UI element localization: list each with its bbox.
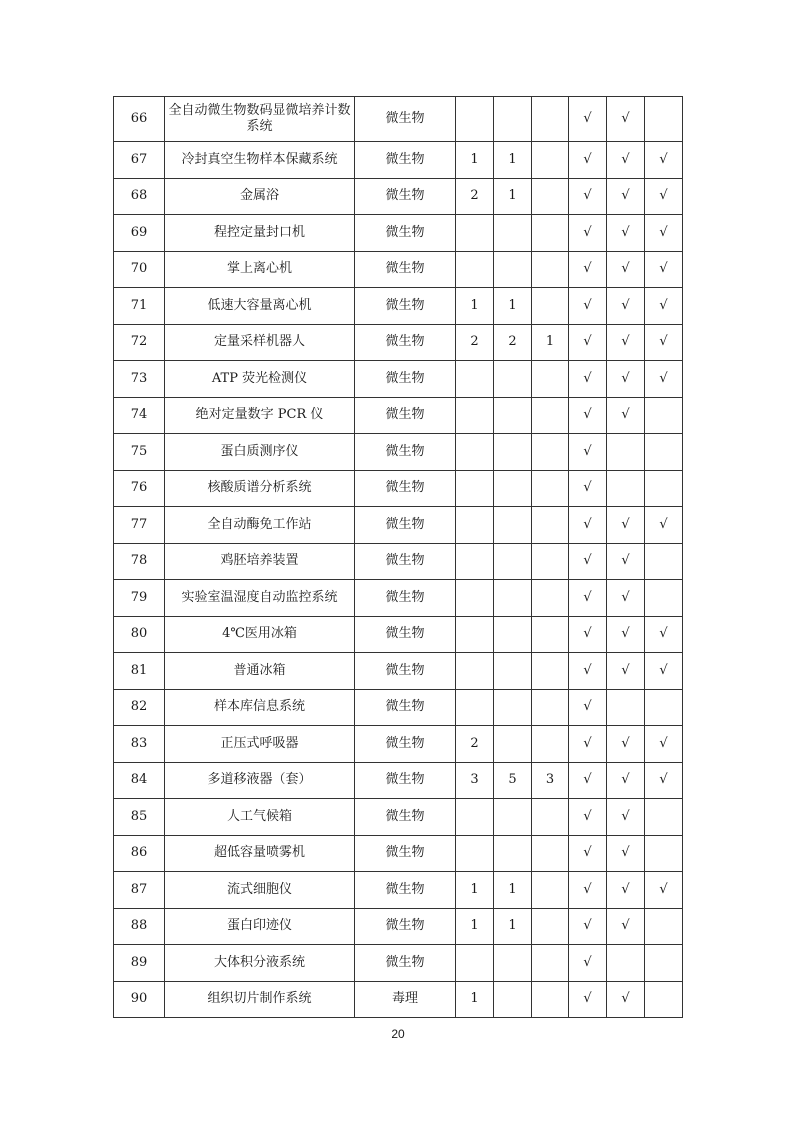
quantity-2 bbox=[494, 653, 532, 690]
category: 微生物 bbox=[355, 616, 456, 653]
quantity-1 bbox=[456, 653, 494, 690]
category: 微生物 bbox=[355, 142, 456, 179]
check-mark-1: √ bbox=[569, 762, 607, 799]
quantity-3 bbox=[532, 689, 569, 726]
quantity-3 bbox=[532, 434, 569, 471]
check-mark-1: √ bbox=[569, 689, 607, 726]
quantity-3 bbox=[532, 142, 569, 179]
row-number: 78 bbox=[114, 543, 165, 580]
row-number: 72 bbox=[114, 324, 165, 361]
equipment-name: 程控定量封口机 bbox=[165, 215, 355, 252]
check-mark-1: √ bbox=[569, 507, 607, 544]
equipment-name: 冷封真空生物样本保藏系统 bbox=[165, 142, 355, 179]
check-mark-3: √ bbox=[645, 251, 683, 288]
quantity-3 bbox=[532, 616, 569, 653]
check-mark-1: √ bbox=[569, 178, 607, 215]
quantity-1: 2 bbox=[456, 324, 494, 361]
quantity-1 bbox=[456, 397, 494, 434]
check-mark-1: √ bbox=[569, 653, 607, 690]
table-row bbox=[114, 580, 683, 617]
category: 微生物 bbox=[355, 507, 456, 544]
equipment-name: 4℃医用冰箱 bbox=[165, 616, 355, 653]
check-mark-3 bbox=[645, 97, 683, 142]
table-row bbox=[114, 945, 683, 982]
equipment-name: 多道移液器（套） bbox=[165, 762, 355, 799]
table-row bbox=[114, 835, 683, 872]
table-row bbox=[114, 142, 683, 179]
quantity-1 bbox=[456, 616, 494, 653]
category: 微生物 bbox=[355, 470, 456, 507]
quantity-2: 1 bbox=[494, 872, 532, 909]
check-mark-1: √ bbox=[569, 397, 607, 434]
category: 微生物 bbox=[355, 689, 456, 726]
quantity-2 bbox=[494, 434, 532, 471]
table-row bbox=[114, 653, 683, 690]
quantity-2 bbox=[494, 397, 532, 434]
row-number: 77 bbox=[114, 507, 165, 544]
row-number: 86 bbox=[114, 835, 165, 872]
row-number: 74 bbox=[114, 397, 165, 434]
category: 微生物 bbox=[355, 178, 456, 215]
row-number: 76 bbox=[114, 470, 165, 507]
check-mark-3: √ bbox=[645, 178, 683, 215]
check-mark-3: √ bbox=[645, 324, 683, 361]
equipment-name: 人工气候箱 bbox=[165, 799, 355, 836]
row-number: 73 bbox=[114, 361, 165, 398]
table-row bbox=[114, 215, 683, 252]
quantity-1: 1 bbox=[456, 908, 494, 945]
row-number: 67 bbox=[114, 142, 165, 179]
quantity-2: 1 bbox=[494, 142, 532, 179]
quantity-2: 5 bbox=[494, 762, 532, 799]
row-number: 68 bbox=[114, 178, 165, 215]
check-mark-2: √ bbox=[607, 835, 645, 872]
quantity-1: 2 bbox=[456, 726, 494, 763]
table-row bbox=[114, 397, 683, 434]
check-mark-3 bbox=[645, 397, 683, 434]
row-number: 69 bbox=[114, 215, 165, 252]
quantity-2: 1 bbox=[494, 908, 532, 945]
equipment-name: 蛋白质测序仪 bbox=[165, 434, 355, 471]
check-mark-3 bbox=[645, 908, 683, 945]
quantity-1 bbox=[456, 361, 494, 398]
quantity-1 bbox=[456, 689, 494, 726]
quantity-3 bbox=[532, 215, 569, 252]
quantity-2 bbox=[494, 361, 532, 398]
quantity-2 bbox=[494, 689, 532, 726]
row-number: 90 bbox=[114, 981, 165, 1018]
check-mark-3 bbox=[645, 543, 683, 580]
check-mark-1: √ bbox=[569, 288, 607, 325]
table-row bbox=[114, 361, 683, 398]
check-mark-2: √ bbox=[607, 726, 645, 763]
check-mark-3: √ bbox=[645, 215, 683, 252]
check-mark-1: √ bbox=[569, 799, 607, 836]
check-mark-1: √ bbox=[569, 251, 607, 288]
equipment-name: 核酸质谱分析系统 bbox=[165, 470, 355, 507]
table-row bbox=[114, 324, 683, 361]
category: 微生物 bbox=[355, 324, 456, 361]
category: 微生物 bbox=[355, 434, 456, 471]
table-row bbox=[114, 726, 683, 763]
quantity-2 bbox=[494, 215, 532, 252]
quantity-1 bbox=[456, 97, 494, 142]
check-mark-3 bbox=[645, 580, 683, 617]
table-row bbox=[114, 908, 683, 945]
check-mark-1: √ bbox=[569, 945, 607, 982]
check-mark-3: √ bbox=[645, 616, 683, 653]
table-body bbox=[114, 97, 683, 1018]
check-mark-1: √ bbox=[569, 215, 607, 252]
check-mark-2 bbox=[607, 689, 645, 726]
quantity-3 bbox=[532, 97, 569, 142]
equipment-name: 鸡胚培养装置 bbox=[165, 543, 355, 580]
check-mark-3: √ bbox=[645, 288, 683, 325]
quantity-1: 1 bbox=[456, 288, 494, 325]
equipment-name: 蛋白印迹仪 bbox=[165, 908, 355, 945]
equipment-name: 实验室温湿度自动监控系统 bbox=[165, 580, 355, 617]
category: 微生物 bbox=[355, 835, 456, 872]
check-mark-2: √ bbox=[607, 653, 645, 690]
check-mark-2: √ bbox=[607, 616, 645, 653]
check-mark-2 bbox=[607, 434, 645, 471]
quantity-1 bbox=[456, 835, 494, 872]
check-mark-2: √ bbox=[607, 288, 645, 325]
row-number: 84 bbox=[114, 762, 165, 799]
quantity-3 bbox=[532, 872, 569, 909]
row-number: 79 bbox=[114, 580, 165, 617]
row-number: 87 bbox=[114, 872, 165, 909]
check-mark-2: √ bbox=[607, 142, 645, 179]
check-mark-3: √ bbox=[645, 361, 683, 398]
quantity-1 bbox=[456, 215, 494, 252]
quantity-1: 1 bbox=[456, 872, 494, 909]
check-mark-3 bbox=[645, 434, 683, 471]
check-mark-1: √ bbox=[569, 981, 607, 1018]
check-mark-1: √ bbox=[569, 872, 607, 909]
equipment-name: 样本库信息系统 bbox=[165, 689, 355, 726]
quantity-1 bbox=[456, 507, 494, 544]
category: 毒理 bbox=[355, 981, 456, 1018]
check-mark-3 bbox=[645, 470, 683, 507]
quantity-3 bbox=[532, 288, 569, 325]
check-mark-2: √ bbox=[607, 762, 645, 799]
category: 微生物 bbox=[355, 872, 456, 909]
table-row bbox=[114, 616, 683, 653]
row-number: 85 bbox=[114, 799, 165, 836]
check-mark-2: √ bbox=[607, 908, 645, 945]
table-row bbox=[114, 251, 683, 288]
table-row bbox=[114, 543, 683, 580]
row-number: 75 bbox=[114, 434, 165, 471]
check-mark-2 bbox=[607, 470, 645, 507]
equipment-table bbox=[113, 96, 683, 1018]
check-mark-2: √ bbox=[607, 580, 645, 617]
check-mark-1: √ bbox=[569, 434, 607, 471]
check-mark-3: √ bbox=[645, 142, 683, 179]
quantity-2 bbox=[494, 97, 532, 142]
row-number: 88 bbox=[114, 908, 165, 945]
table-row bbox=[114, 507, 683, 544]
equipment-name: 定量采样机器人 bbox=[165, 324, 355, 361]
quantity-1 bbox=[456, 945, 494, 982]
equipment-name: ATP 荧光检测仪 bbox=[165, 361, 355, 398]
category: 微生物 bbox=[355, 726, 456, 763]
quantity-2 bbox=[494, 580, 532, 617]
quantity-1: 2 bbox=[456, 178, 494, 215]
category: 微生物 bbox=[355, 653, 456, 690]
quantity-2 bbox=[494, 470, 532, 507]
quantity-2 bbox=[494, 799, 532, 836]
check-mark-2: √ bbox=[607, 178, 645, 215]
check-mark-2: √ bbox=[607, 215, 645, 252]
category: 微生物 bbox=[355, 361, 456, 398]
check-mark-1: √ bbox=[569, 616, 607, 653]
check-mark-3 bbox=[645, 945, 683, 982]
check-mark-2: √ bbox=[607, 397, 645, 434]
equipment-name: 绝对定量数字 PCR 仪 bbox=[165, 397, 355, 434]
category: 微生物 bbox=[355, 799, 456, 836]
equipment-name: 全自动微生物数码显微培养计数系统 bbox=[165, 97, 355, 142]
quantity-2 bbox=[494, 945, 532, 982]
quantity-3 bbox=[532, 945, 569, 982]
equipment-name: 低速大容量离心机 bbox=[165, 288, 355, 325]
check-mark-1: √ bbox=[569, 908, 607, 945]
quantity-2 bbox=[494, 981, 532, 1018]
quantity-3 bbox=[532, 908, 569, 945]
table-row bbox=[114, 470, 683, 507]
check-mark-3: √ bbox=[645, 507, 683, 544]
quantity-3: 1 bbox=[532, 324, 569, 361]
check-mark-3: √ bbox=[645, 726, 683, 763]
check-mark-3: √ bbox=[645, 872, 683, 909]
check-mark-1: √ bbox=[569, 543, 607, 580]
quantity-3 bbox=[532, 470, 569, 507]
quantity-2 bbox=[494, 543, 532, 580]
quantity-3 bbox=[532, 981, 569, 1018]
equipment-name: 金属浴 bbox=[165, 178, 355, 215]
category: 微生物 bbox=[355, 543, 456, 580]
check-mark-2: √ bbox=[607, 799, 645, 836]
table-row bbox=[114, 689, 683, 726]
check-mark-1: √ bbox=[569, 470, 607, 507]
equipment-name: 组织切片制作系统 bbox=[165, 981, 355, 1018]
check-mark-3: √ bbox=[645, 762, 683, 799]
row-number: 89 bbox=[114, 945, 165, 982]
check-mark-3 bbox=[645, 981, 683, 1018]
table-row bbox=[114, 97, 683, 142]
quantity-2 bbox=[494, 726, 532, 763]
check-mark-1: √ bbox=[569, 580, 607, 617]
quantity-2 bbox=[494, 616, 532, 653]
table-row bbox=[114, 799, 683, 836]
table-row bbox=[114, 288, 683, 325]
quantity-1 bbox=[456, 543, 494, 580]
category: 微生物 bbox=[355, 762, 456, 799]
quantity-3 bbox=[532, 543, 569, 580]
quantity-3 bbox=[532, 178, 569, 215]
row-number: 71 bbox=[114, 288, 165, 325]
row-number: 66 bbox=[114, 97, 165, 142]
quantity-3 bbox=[532, 726, 569, 763]
category: 微生物 bbox=[355, 945, 456, 982]
check-mark-2: √ bbox=[607, 543, 645, 580]
quantity-2 bbox=[494, 507, 532, 544]
table-row bbox=[114, 762, 683, 799]
check-mark-2: √ bbox=[607, 507, 645, 544]
check-mark-3 bbox=[645, 689, 683, 726]
check-mark-2: √ bbox=[607, 324, 645, 361]
row-number: 70 bbox=[114, 251, 165, 288]
category: 微生物 bbox=[355, 580, 456, 617]
check-mark-1: √ bbox=[569, 97, 607, 142]
quantity-3 bbox=[532, 653, 569, 690]
quantity-1 bbox=[456, 580, 494, 617]
table-row bbox=[114, 872, 683, 909]
equipment-name: 全自动酶免工作站 bbox=[165, 507, 355, 544]
quantity-3 bbox=[532, 361, 569, 398]
category: 微生物 bbox=[355, 215, 456, 252]
equipment-name: 掌上离心机 bbox=[165, 251, 355, 288]
check-mark-2: √ bbox=[607, 361, 645, 398]
check-mark-3: √ bbox=[645, 653, 683, 690]
quantity-1 bbox=[456, 251, 494, 288]
quantity-3 bbox=[532, 251, 569, 288]
category: 微生物 bbox=[355, 251, 456, 288]
row-number: 82 bbox=[114, 689, 165, 726]
check-mark-3 bbox=[645, 799, 683, 836]
category: 微生物 bbox=[355, 397, 456, 434]
quantity-1: 1 bbox=[456, 142, 494, 179]
quantity-3 bbox=[532, 799, 569, 836]
quantity-2: 1 bbox=[494, 288, 532, 325]
quantity-2 bbox=[494, 251, 532, 288]
check-mark-2: √ bbox=[607, 872, 645, 909]
quantity-2: 2 bbox=[494, 324, 532, 361]
quantity-3 bbox=[532, 580, 569, 617]
equipment-name: 超低容量喷雾机 bbox=[165, 835, 355, 872]
check-mark-2: √ bbox=[607, 981, 645, 1018]
quantity-1 bbox=[456, 434, 494, 471]
quantity-2: 1 bbox=[494, 178, 532, 215]
table-row bbox=[114, 434, 683, 471]
table-row bbox=[114, 178, 683, 215]
quantity-1: 3 bbox=[456, 762, 494, 799]
quantity-2 bbox=[494, 835, 532, 872]
check-mark-2: √ bbox=[607, 97, 645, 142]
row-number: 83 bbox=[114, 726, 165, 763]
check-mark-2 bbox=[607, 945, 645, 982]
category: 微生物 bbox=[355, 97, 456, 142]
quantity-3 bbox=[532, 507, 569, 544]
quantity-3: 3 bbox=[532, 762, 569, 799]
check-mark-2: √ bbox=[607, 251, 645, 288]
quantity-3 bbox=[532, 835, 569, 872]
equipment-name: 普通冰箱 bbox=[165, 653, 355, 690]
check-mark-1: √ bbox=[569, 324, 607, 361]
table-row bbox=[114, 981, 683, 1018]
row-number: 80 bbox=[114, 616, 165, 653]
equipment-name: 流式细胞仪 bbox=[165, 872, 355, 909]
check-mark-1: √ bbox=[569, 835, 607, 872]
check-mark-1: √ bbox=[569, 726, 607, 763]
category: 微生物 bbox=[355, 288, 456, 325]
equipment-name: 大体积分液系统 bbox=[165, 945, 355, 982]
quantity-1 bbox=[456, 799, 494, 836]
quantity-3 bbox=[532, 397, 569, 434]
page-number: 20 bbox=[391, 1027, 405, 1041]
quantity-1 bbox=[456, 470, 494, 507]
check-mark-1: √ bbox=[569, 142, 607, 179]
check-mark-3 bbox=[645, 835, 683, 872]
equipment-name: 正压式呼吸器 bbox=[165, 726, 355, 763]
check-mark-1: √ bbox=[569, 361, 607, 398]
category: 微生物 bbox=[355, 908, 456, 945]
row-number: 81 bbox=[114, 653, 165, 690]
quantity-1: 1 bbox=[456, 981, 494, 1018]
